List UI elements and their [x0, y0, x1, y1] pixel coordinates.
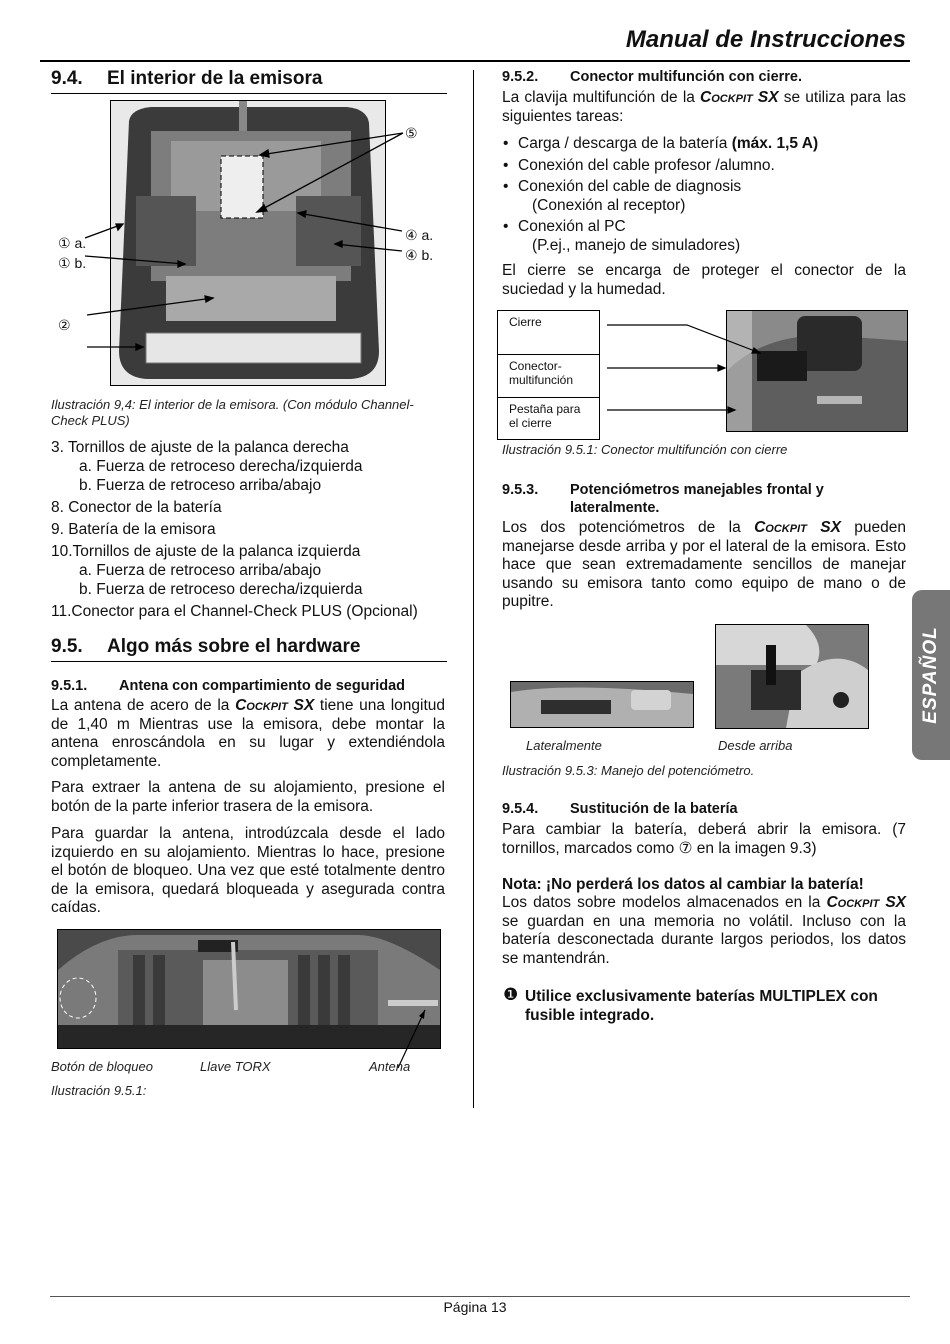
subsection-number: 9.5.3. — [502, 482, 539, 498]
label-antenna: Antena — [369, 1059, 411, 1074]
list-item: 11.Conector para el Channel-Check PLUS (Opcional) — [51, 603, 418, 620]
list-item: • Conexión del cable profesor /alumno. — [503, 157, 907, 176]
list-item: a. Fuerza de retroceso arriba/abajo — [79, 562, 322, 579]
section-number: 9.5. — [51, 636, 83, 657]
list-item: • Carga / descarga de la batería (máx. 1,5 A) — [503, 135, 907, 154]
subsection-number: 9.5.1. — [51, 678, 88, 694]
header-rule — [40, 60, 910, 62]
language-tab-label: ESPAÑOL — [920, 626, 941, 724]
subsection-heading-9-5-3 — [502, 481, 906, 517]
parts-list — [51, 438, 451, 621]
connector-callout-lines — [605, 318, 765, 418]
list-item: 9. Batería de la emisora — [51, 521, 216, 538]
paragraph: Los datos sobre modelos almacenados en la Cockpit SX se guardan en una memoria no volátil. Incluso con la batería desconectada durante largos periodos, los datos se mantendrán. — [502, 894, 906, 967]
brand-name: Cockpit SX — [826, 894, 906, 911]
column-divider — [473, 70, 474, 1108]
section-number: 9.4. — [51, 68, 83, 89]
brand-name: Cockpit SX — [235, 697, 315, 714]
language-tab — [912, 590, 950, 760]
subsection-title: Antena con compartimiento de seguridad — [119, 678, 406, 694]
label-lock-tab: Pestaña para el cierre — [509, 402, 581, 430]
paragraph: Los dos potenciómetros de la Cockpit SX pueden manejarse desde arriba y por el lateral de la emisora. Esto hace que sean extremadamente sencillos de manejar usando su emisora tanto como equipo de mano o de pupitre. — [502, 519, 906, 610]
marker-5: ⑤ — [405, 125, 418, 141]
potentiometer-top-photo — [715, 624, 869, 729]
paragraph: El cierre se encarga de proteger el conector de la suciedad y la humedad. — [502, 262, 906, 298]
subsection-heading-9-5-2 — [502, 68, 906, 86]
marker-1a: ① a. — [58, 235, 87, 251]
label-torx-key: Llave TORX — [200, 1059, 271, 1074]
marker-4b: ④ b. — [405, 247, 434, 263]
footer-rule — [50, 1296, 910, 1297]
subsection-number: 9.5.2. — [502, 69, 539, 85]
list-item: • Conexión al PC (P.ej., manejo de simuladores) — [503, 218, 907, 255]
subsection-title: Sustitución de la batería — [570, 801, 738, 817]
page-header-title: Manual de Instrucciones — [625, 26, 906, 53]
paragraph: La clavija multifunción de la Cockpit SX se utiliza para las siguientes tareas: — [502, 89, 907, 125]
subsection-number: 9.5.4. — [502, 801, 539, 817]
label-lock: Cierre — [498, 311, 599, 355]
figure-9-5-3-caption: Ilustración 9.5.3: Manejo del potenciómetro. — [502, 763, 755, 778]
paragraph: La antena de acero de la Cockpit SX tiene una longitud de 1,40 m Mientras use la emisora, debe montar la antena enroscándola en su lugar y extendiéndola completamente. — [51, 697, 446, 770]
connector-label-box — [497, 310, 600, 440]
antenna-compartment-photo — [57, 929, 441, 1049]
subsection-title: Potenciómetros manejables frontal y lateralmente. — [570, 482, 824, 516]
subsection-heading-9-5-1 — [51, 677, 447, 695]
warning-icon: ❶ — [503, 985, 519, 1004]
note-title: Nota: ¡No perderá los datos al cambiar la batería! — [502, 876, 864, 893]
marker-1b: ① b. — [58, 255, 87, 271]
figure-callout-lines — [85, 120, 425, 360]
list-item: 3. Tornillos de ajuste de la palanca derecha — [51, 439, 349, 456]
figure-9-5-1-caption: Ilustración 9.5.1: — [51, 1083, 147, 1098]
potentiometer-side-photo — [510, 681, 694, 728]
brand-name: Cockpit SX — [754, 519, 841, 536]
section-title: Algo más sobre el hardware — [107, 636, 361, 657]
paragraph: Para extraer la antena de su alojamiento, presione el botón de la parte inferior trasera de la emisora. — [51, 779, 445, 815]
label-from-above: Desde arriba — [718, 738, 793, 753]
marker-2: ② — [58, 317, 71, 333]
list-item: 10.Tornillos de ajuste de la palanca izquierda — [51, 543, 361, 560]
brand-name: Cockpit SX — [700, 89, 779, 106]
warning-text: Utilice exclusivamente baterías MULTIPLEX con fusible integrado. — [525, 988, 878, 1024]
list-item: 8. Conector de la batería — [51, 499, 222, 516]
subsection-heading-9-5-4 — [502, 800, 906, 818]
label-connector: Conector- multifunción — [498, 355, 599, 398]
label-lock-button: Botón de bloqueo — [51, 1059, 153, 1074]
list-item: a. Fuerza de retroceso derecha/izquierda — [79, 458, 363, 475]
figure-9-4-caption: Ilustración 9,4: El interior de la emisora. (Con módulo Channel-Check PLUS) — [51, 397, 414, 428]
section-heading-9-4 — [51, 68, 447, 94]
paragraph: Para cambiar la batería, deberá abrir la emisora. (7 tornillos, marcados como ⑦ en la imagen 9.3) — [502, 821, 906, 857]
subsection-title: Conector multifunción con cierre. — [570, 69, 803, 85]
bullet-list — [503, 135, 907, 258]
list-item: b. Fuerza de retroceso derecha/izquierda — [79, 581, 363, 598]
section-heading-9-5 — [51, 636, 447, 662]
marker-4a: ④ a. — [405, 227, 434, 243]
paragraph: Para guardar la antena, introdúzcala desde el lado izquierdo en su alojamiento. Mientras lo hace, presione el botón de bloqueo. Una vez que esté totalmente dentro de la emisora, quedará bloqueada y asegurada contra caídas. — [51, 825, 445, 916]
list-item: • Conexión del cable de diagnosis (Conexión al receptor) — [503, 178, 907, 215]
list-item: b. Fuerza de retroceso arriba/abajo — [79, 477, 322, 494]
page-number: Página 13 — [443, 1299, 507, 1315]
label-lateral: Lateralmente — [526, 738, 602, 753]
figure-9-5-1-connector-caption: Ilustración 9.5.1: Conector multifunción con cierre — [502, 442, 788, 457]
section-title: El interior de la emisora — [107, 68, 323, 89]
